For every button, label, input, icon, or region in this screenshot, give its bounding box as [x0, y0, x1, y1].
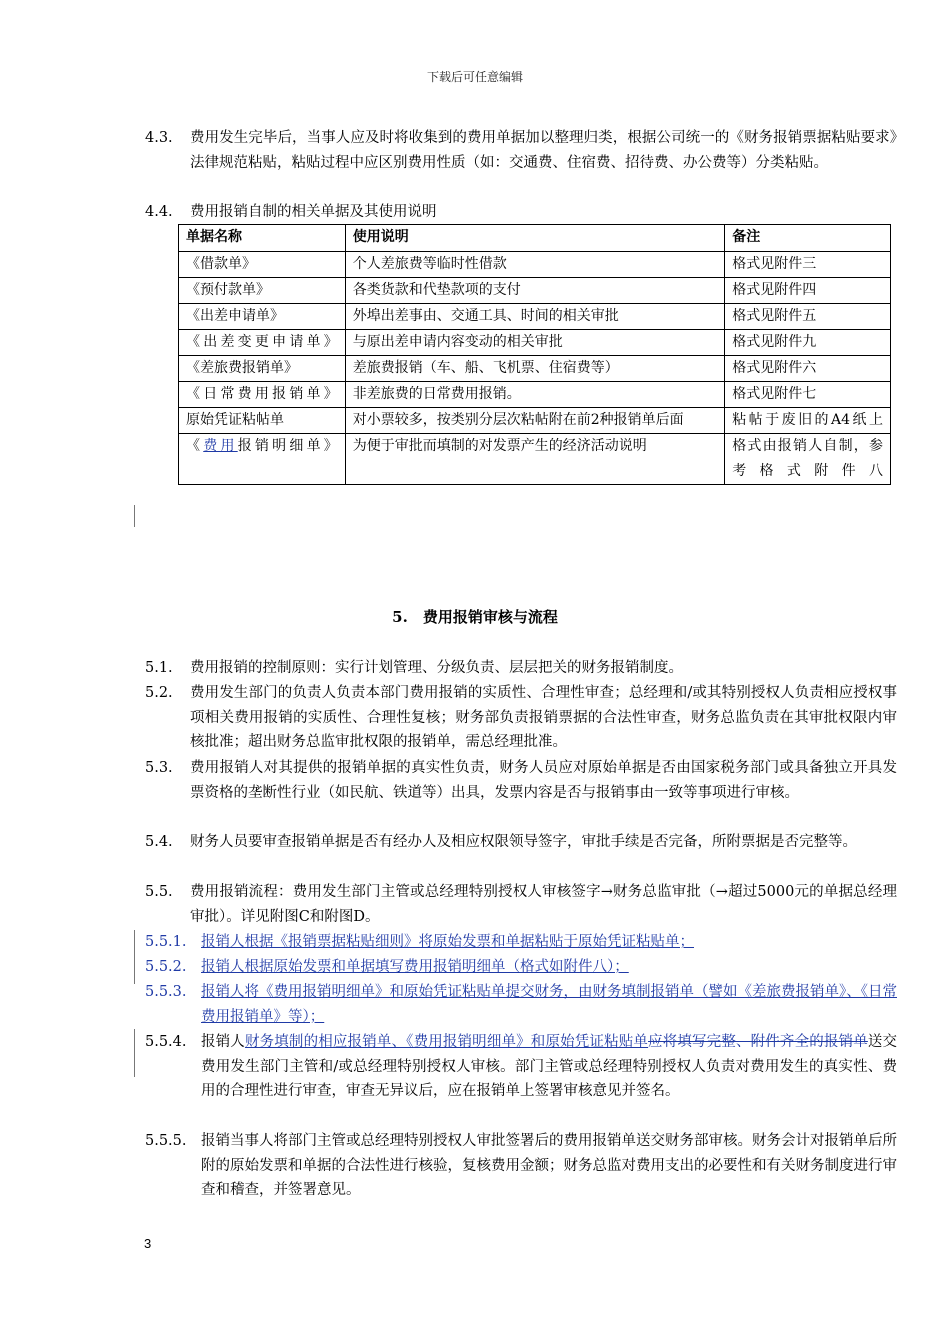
text-run: 报销人	[201, 1034, 245, 1050]
table-cell: 原始凭证粘帖单	[179, 408, 346, 434]
table-header-cell: 备注	[725, 225, 891, 252]
para-5-5-4	[145, 1030, 897, 1104]
inserted-text: 财务填制的相应报销单、《费用报销明细单》和原始凭证粘贴单	[244, 1034, 649, 1050]
doc-name-prefix: 《	[186, 438, 204, 454]
revision-bar	[134, 930, 135, 984]
para-5-3	[145, 756, 897, 805]
table-row	[179, 434, 891, 485]
para-text: 报销当事人将部门主管或总经理特别授权人审批签署后的费用报销单送交财务部审核。财务会计对报销单后所附的原始发票和单据的合法性进行核验，复核费用金额；财务总监对费用支出的必要性和有关财务制度进行审查和稽查，并签署意见。	[201, 1133, 897, 1198]
section-title: 5. 费用报销审核与流程	[392, 608, 558, 626]
table-cell: 格式见附件七	[725, 382, 891, 408]
table-cell: 《出差申请单》	[179, 304, 346, 330]
para-text: 财务人员要审查报销单据是否有经办人及相应权限领导签字，审批手续是否完备，所附票据是否完整等。	[190, 834, 857, 850]
table-cell	[179, 434, 346, 485]
para-number: 5.1.	[145, 660, 173, 676]
para-number: 5.4.	[145, 834, 173, 850]
table-row	[179, 382, 891, 408]
para-number: 5.5.3.	[145, 984, 187, 1000]
page-number: 3	[144, 1236, 152, 1251]
table-cell: 《日常费用报销单》	[179, 382, 346, 408]
para-number: 5.3.	[145, 760, 173, 776]
table-header-cell: 单据名称	[179, 225, 346, 252]
para-text: 费用报销人对其提供的报销单据的真实性负责，财务人员应对原始单据是否由国家税务部门或具备独立开具发票资格的垄断性行业（如民航、铁道等）出具，发票内容是否与报销事由一致等事项进行审核。	[190, 760, 897, 801]
expense-link[interactable]: 费用	[203, 438, 238, 454]
table-cell: 《预付款单》	[179, 278, 346, 304]
para-5-4	[145, 830, 897, 855]
table-header-row	[179, 225, 891, 252]
para-4-3	[145, 126, 897, 175]
table-cell: 各类货款和代垫款项的支付	[345, 278, 724, 304]
para-number: 5.2.	[145, 685, 173, 701]
table-cell: 格式见附件九	[725, 330, 891, 356]
table-row	[179, 330, 891, 356]
para-number: 5.5.5.	[145, 1133, 187, 1149]
table-cell: 为便于审批而填制的对发票产生的经济活动说明	[345, 434, 724, 485]
table-cell: 格式见附件五	[725, 304, 891, 330]
para-number: 5.5.2.	[145, 959, 187, 975]
table-cell: 与原出差申请内容变动的相关审批	[345, 330, 724, 356]
para-text: 报销人根据《报销票据粘贴细则》将原始发票和单据粘贴于原始凭证粘贴单；	[201, 934, 694, 950]
para-text	[201, 1030, 897, 1104]
table-cell: 粘帖于废旧的A4纸上	[725, 408, 891, 434]
table-cell: 《差旅费报销单》	[179, 356, 346, 382]
table-header-cell: 使用说明	[345, 225, 724, 252]
table-cell: 《借款单》	[179, 252, 346, 278]
table-cell: 差旅费报销（车、船、飞机票、住宿费等）	[345, 356, 724, 382]
para-5-5-3	[145, 980, 897, 1029]
para-text: 费用报销的控制原则：实行计划管理、分级负责、层层把关的财务报销制度。	[190, 660, 683, 676]
revision-bar	[134, 505, 135, 527]
para-5-5	[145, 880, 897, 929]
revision-bar	[134, 1029, 135, 1077]
document-table	[178, 224, 891, 485]
text-run: 送交费用发生部门主管和/或总经理特别授权人审核。部门主管或总经理特别授权人负责对费用发生的真实性、费用的合理性进行审查，审查无异议后，应在报销单上签署审核意见并签名。	[201, 1034, 898, 1099]
table-cell: 格式见附件三	[725, 252, 891, 278]
para-4-4	[145, 200, 897, 225]
para-number: 5.5.	[145, 884, 173, 900]
deleted-text: 应将填写完整、附件齐全的报销单	[648, 1034, 868, 1050]
para-number: 5.5.1.	[145, 934, 187, 950]
para-5-1	[145, 656, 897, 681]
table-cell: 非差旅费的日常费用报销。	[345, 382, 724, 408]
para-5-5-2	[145, 955, 897, 980]
para-number: 4.4.	[145, 204, 173, 220]
table-cell: 《出差变更申请单》	[179, 330, 346, 356]
table-cell: 格式由报销人自制，参考格式附件八	[725, 434, 891, 485]
para-5-2	[145, 681, 897, 755]
table-row	[179, 408, 891, 434]
table-cell: 格式见附件六	[725, 356, 891, 382]
para-text: 费用发生完毕后，当事人应及时将收集到的费用单据加以整理归类，根据公司统一的《财务报销票据粘贴要求》法律规范粘贴，粘贴过程中应区别费用性质（如：交通费、住宿费、招待费、办公费等）分类粘贴。	[190, 130, 897, 171]
table-row	[179, 252, 891, 278]
table-row	[179, 356, 891, 382]
para-5-5-1	[145, 930, 897, 955]
page-header: 下载后可任意编辑	[426, 70, 523, 84]
para-text: 报销人根据原始发票和单据填写费用报销明细单（格式如附件八）；	[201, 959, 629, 975]
para-text: 费用报销自制的相关单据及其使用说明	[190, 204, 437, 220]
table-cell: 对小票较多，按类别分层次粘帖附在前2种报销单后面	[345, 408, 724, 434]
table-cell: 外埠出差事由、交通工具、时间的相关审批	[345, 304, 724, 330]
table-row	[179, 278, 891, 304]
table-cell: 格式见附件四	[725, 278, 891, 304]
table-cell: 个人差旅费等临时性借款	[345, 252, 724, 278]
para-number: 5.5.4.	[145, 1034, 187, 1050]
para-text: 报销人将《费用报销明细单》和原始凭证粘贴单提交财务，由财务填制报销单（譬如《差旅费报销单》、《日常费用报销单》等）；	[201, 984, 897, 1025]
para-text: 费用报销流程：费用发生部门主管或总经理特别授权人审核签字→财务总监审批（→超过5000元的单据总经理审批）。详见附图C和附图D。	[190, 884, 897, 925]
para-text: 费用发生部门的负责人负责本部门费用报销的实质性、合理性审查；总经理和/或其特别授权人负责相应授权事项相关费用报销的实质性、合理性复核；财务部负责报销票据的合法性审查，财务总监负责在其审批权限内审核批准；超出财务总监审批权限的报销单，需总经理批准。	[190, 685, 897, 750]
table-row	[179, 304, 891, 330]
doc-name-suffix: 报销明细单》	[237, 438, 338, 454]
para-number: 4.3.	[145, 130, 173, 146]
para-5-5-5	[145, 1129, 897, 1203]
